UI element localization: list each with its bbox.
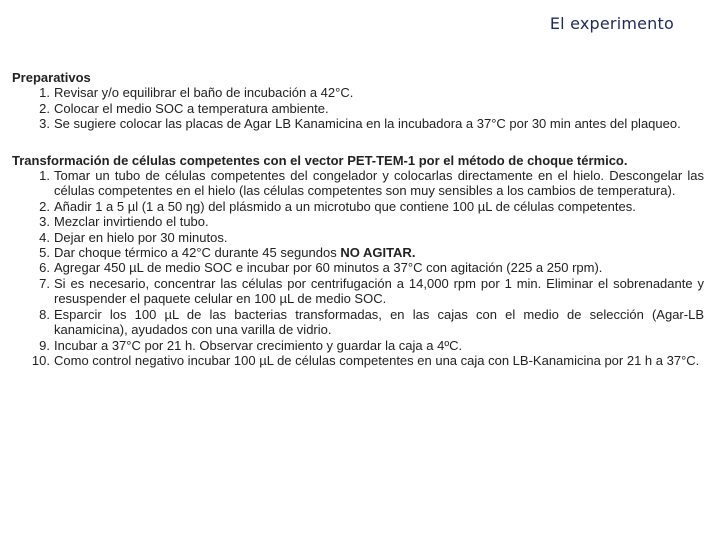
list-item — [12, 353, 704, 368]
transformacion-list — [12, 168, 704, 368]
item-text: Añadir 1 a 5 µl (1 a 50 ηg) del plásmido a un microtubo que contiene 100 µL de células competentes. — [54, 198, 636, 214]
list-item — [12, 116, 704, 131]
heading-period: . — [623, 152, 628, 168]
item-text: Dejar en hielo por 30 minutos. — [54, 229, 228, 245]
section-heading-transformacion — [12, 153, 704, 168]
list-item — [12, 276, 704, 307]
item-text — [54, 245, 704, 260]
item-number: 10. — [31, 352, 50, 368]
item-text-plain: Dar choque térmico a 42°C durante 45 segundos — [54, 245, 341, 261]
item-number: 1. — [39, 85, 50, 101]
section-spacer — [12, 132, 704, 153]
item-text: Tomar un tubo de células competentes del congelador y colocarlas directamente en el hielo. Descongelar las células competentes en el hielo (las células competentes son muy sensibles a los cambios de temperatura). — [54, 168, 704, 199]
list-item — [12, 168, 704, 199]
list-item — [12, 230, 704, 245]
item-text: Esparcir los 100 µL de las bacterias transformadas, en las cajas con el medio de selección (Agar-LB kanamicina), ayudados con una varilla de vidrio. — [54, 306, 704, 338]
item-text: Mezclar invirtiendo el tubo. — [54, 214, 209, 230]
item-number: 7. — [39, 275, 50, 291]
item-text: Como control negativo incubar 100 µL de células competentes en una caja con LB-Kanamicina por 21 h a 37°C. — [54, 352, 700, 368]
section-heading-preparativos: Preparativos — [12, 70, 91, 85]
list-item — [12, 101, 704, 116]
item-text: Agregar 450 µL de medio SOC e incubar por 60 minutos a 37°C con agitación (225 a 250 rpm). — [54, 260, 603, 276]
item-number: 3. — [39, 214, 50, 230]
list-item — [12, 85, 704, 100]
item-number: 3. — [39, 116, 50, 132]
item-text: Si es necesario, concentrar las células por centrifugación a 14,000 rpm por 1 min. Eliminar el sobrenadante y resuspender el paquete celular en 100 µL de medio SOC. — [54, 275, 704, 307]
item-number: 5. — [39, 245, 50, 261]
item-number: 8. — [39, 306, 50, 322]
document-body — [12, 70, 704, 368]
list-item — [12, 199, 704, 214]
list-item — [12, 214, 704, 229]
item-number: 1. — [39, 168, 50, 184]
item-number: 6. — [39, 260, 50, 276]
list-item — [12, 245, 704, 260]
item-text-bold: NO AGITAR. — [340, 245, 416, 261]
list-item — [12, 338, 704, 353]
preparativos-list — [12, 85, 704, 131]
slide-title: El experimento — [549, 14, 674, 33]
list-item — [12, 260, 704, 275]
item-number: 2. — [39, 198, 50, 214]
list-item — [12, 307, 704, 338]
heading-text: Transformación de células competentes con el vector PET-TEM-1 por el método de choque térmico — [12, 152, 624, 168]
item-number: 2. — [39, 100, 50, 116]
item-text: Colocar el medio SOC a temperatura ambiente. — [54, 100, 329, 116]
item-number: 9. — [39, 337, 50, 353]
item-text: Se sugiere colocar las placas de Agar LB Kanamicina en la incubadora a 37°C por 30 min antes del plaqueo. — [54, 116, 681, 132]
item-text: Revisar y/o equilibrar el baño de incubación a 42°C. — [54, 85, 354, 101]
item-text: Incubar a 37°C por 21 h. Observar crecimiento y guardar la caja a 4ºC. — [54, 337, 463, 353]
item-number: 4. — [39, 229, 50, 245]
